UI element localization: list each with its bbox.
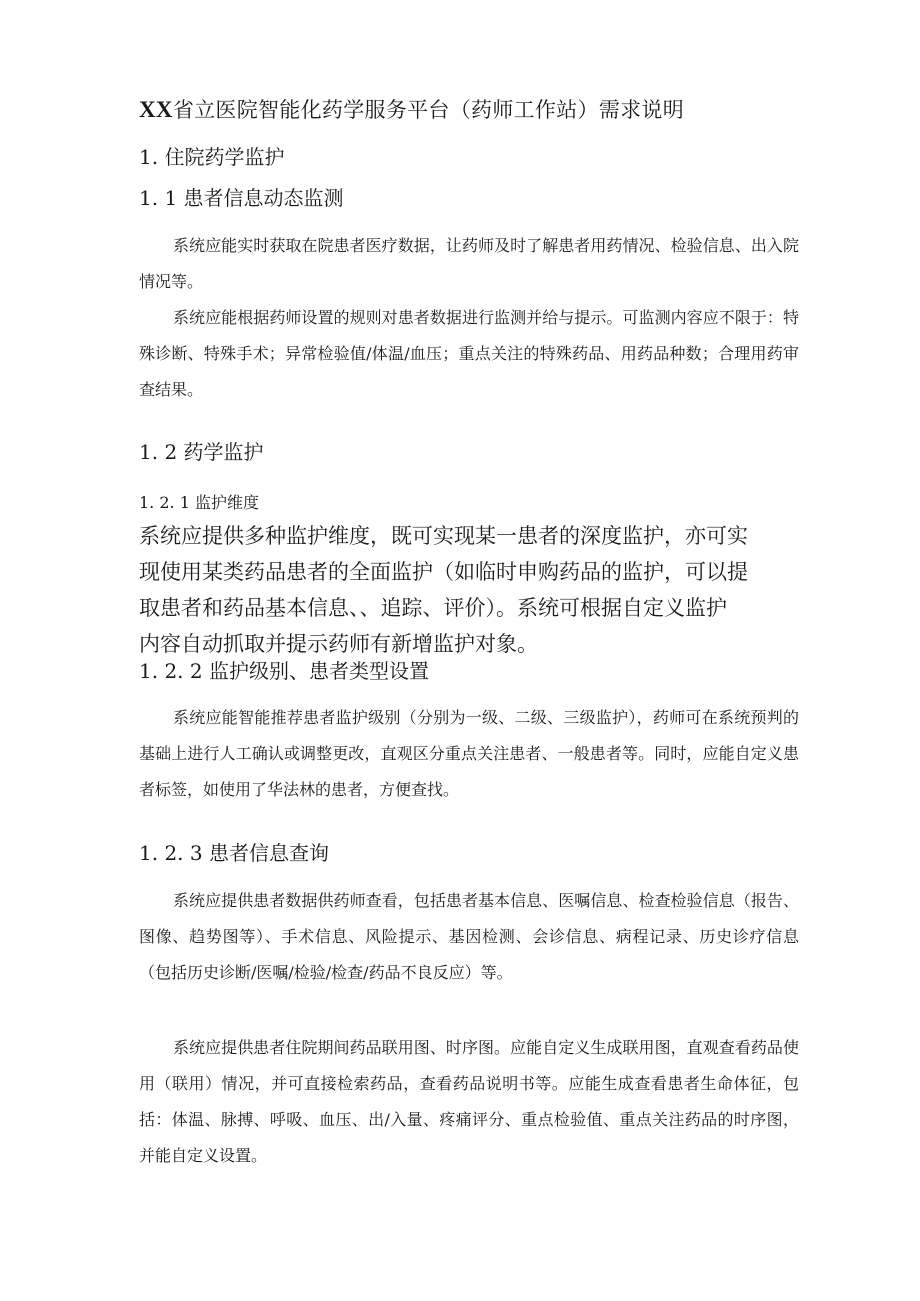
heading-section-1-1: 1. 1 患者信息动态监测 — [139, 186, 344, 210]
paragraph-monitoring-rules: 系统应能根据药师设置的规则对患者数据进行监测并给与提示。可监测内容应不限于：特殊诊断、特殊手术；异常检验值/体温/血压；重点关注的特殊药品、用药品种数；合理用药审查结果。 — [139, 308, 799, 399]
paragraph-monitoring-dimensions — [139, 518, 779, 662]
heading-section-1-2-1: 1. 2. 1 监护维度 — [139, 493, 259, 512]
heading-section-1-2-2: 1. 2. 2 监护级别、患者类型设置 — [139, 659, 429, 683]
paragraph-line: 取患者和药品基本信息、、追踪、评价）。系统可根据自定义监护 — [139, 596, 727, 620]
title-prefix: XX — [139, 97, 173, 122]
heading-section-1-2-3: 1. 2. 3 患者信息查询 — [139, 841, 329, 865]
heading-section-1: 1. 住院药学监护 — [139, 145, 285, 169]
heading-section-1-2: 1. 2 药学监护 — [139, 440, 264, 464]
document-title — [139, 94, 684, 124]
paragraph-monitoring-levels: 系统应能智能推荐患者监护级别（分别为一级、二级、三级监护），药师可在系统预判的基础上进行人工确认或调整更改，直观区分重点关注患者、一般患者等。同时，应能自定义患者标签，如使用了华法林的患者，方便查找。 — [139, 708, 799, 799]
paragraph-line: 内容自动抓取并提示药师有新增监护对象。 — [139, 632, 538, 656]
title-text: 省立医院智能化药学服务平台（药师工作站）需求说明 — [172, 98, 685, 122]
paragraph-patient-query: 系统应提供患者数据供药师查看，包括患者基本信息、医嘱信息、检查检验信息（报告、图像、趋势图等）、手术信息、风险提示、基因检测、会诊信息、病程记录、历史诊疗信息（包括历史诊断/医嘱/检验/检查/药品不良反应）等。 — [139, 891, 799, 982]
paragraph-drug-charts: 系统应提供患者住院期间药品联用图、时序图。应能自定义生成联用图，直观查看药品使用（联用）情况，并可直接检索药品，查看药品说明书等。应能生成查看患者生命体征，包括：体温、脉搏、呼吸、血压、出/入量、疼痛评分、重点检验值、重点关注药品的时序图，并能自定义设置。 — [139, 1038, 799, 1165]
paragraph-line: 系统应提供多种监护维度，既可实现某一患者的深度监护，亦可实 — [139, 524, 748, 548]
paragraph-line: 现使用某类药品患者的全面监护（如临时申购药品的监护，可以提 — [139, 560, 748, 584]
paragraph-realtime-data: 系统应能实时获取在院患者医疗数据，让药师及时了解患者用药情况、检验信息、出入院情况等。 — [139, 236, 799, 291]
